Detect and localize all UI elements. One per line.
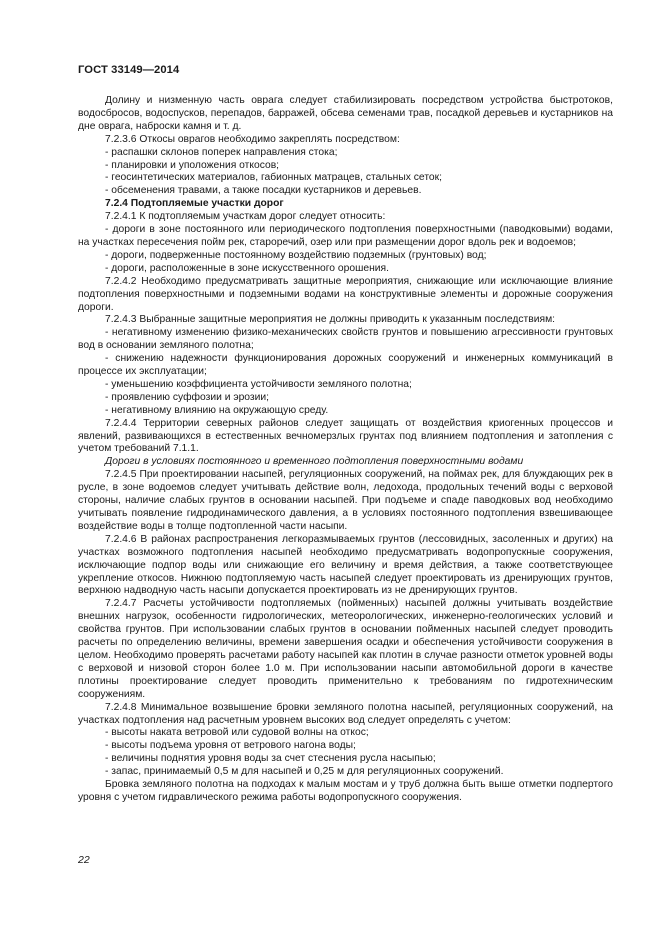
paragraph: 7.2.4.2 Необходимо предусматривать защитные мероприятия, снижающие или исключающие влияние подтопления поверхностными и подземными водами на конструктивные элементы и дорожные сооружения дороги.: [78, 275, 613, 313]
paragraph: - негативному влиянию на окружающую среду.: [105, 404, 329, 416]
paragraph: - высоты наката ветровой или судовой волны на откос;: [105, 727, 369, 739]
paragraph: 7.2.4.6 В районах распространения легкоразмываемых грунтов (лессовидных, засоленных и других) на участках возможного подтопления насыпей необходимо предусматривать водопропускные сооружения, исключающие подпор воды или снижающие его величину и время действия, а также соответствующее укрепление откосов. Нижнюю подтопляемую часть насыпей следует проектировать из дренирующих грунтов, верхнюю надводную часть насыпи допускается проектировать из не дренирующих грунтов.: [78, 533, 613, 597]
page-number: 22: [78, 854, 90, 866]
paragraph: - снижению надежности функционирования дорожных сооружений и инженерных коммуникаций в процессе их эксплуатации;: [78, 353, 613, 378]
paragraph: Бровка земляного полотна на подходах к малым мостам и у труб должна быть выше отметки подпертого уровня с учетом гидравлического режима работы водопропускного сооружения.: [78, 779, 613, 803]
paragraph: 7.2.4.3 Выбранные защитные мероприятия не должны приводить к указанным последствиям:: [105, 314, 556, 326]
paragraph: - запас, принимаемый 0,5 м для насыпей и 0,25 м для регуляционных сооружений.: [105, 766, 504, 778]
paragraph: 7.2.4.1 К подтопляемым участкам дорог следует относить:: [105, 211, 386, 223]
paragraph: 7.2.4.5 При проектировании насыпей, регуляционных сооружений, на поймах рек, для блуждающих рек в русле, в зоне водоемов следует учитывать действие волн, ледохода, продольных течений воды с верховой стороны, наличие слабых грунтов в основании насыпей. При подъеме и спаде паводковых вод необходимо учитывать появление гидродинамического давления, а в условиях постоянного подтопления взвешивающее воздействие воды в толще подтопленной части насыпи.: [78, 469, 613, 532]
paragraph: - негативному изменению физико-механических свойств грунтов и повышению агрессивности грунтовых вод в основании земляного полотна;: [78, 327, 613, 352]
paragraph: - распашки склонов поперек направления стока;: [105, 146, 338, 158]
paragraph: 7.2.3.6 Откосы оврагов необходимо закреплять посредством:: [105, 133, 400, 145]
paragraph: - высоты подъема уровня от ветрового нагона воды;: [105, 740, 356, 752]
document-header: ГОСТ 33149—2014: [78, 64, 180, 76]
paragraph: - геосинтетических материалов, габионных матрацев, стальных сеток;: [105, 172, 443, 184]
paragraph: - проявлению суффозии и эрозии;: [105, 391, 269, 403]
paragraph: - обсеменения травами, а также посадки кустарников и деревьев.: [105, 185, 422, 197]
paragraph: 7.2.4 Подтопляемые участки дорог: [105, 198, 284, 210]
paragraph: - дороги в зоне постоянного или периодического подтопления поверхностными (паводковыми) водами, на участках пересечения пойм рек, староречий, озер или при размещении дорог вдоль рек и водоемов;: [78, 224, 613, 248]
paragraph: 7.2.4.8 Минимальное возвышение бровки земляного полотна насыпей, регуляционных сооружений, на участках подтопления над расчетным уровнем высоких вод следует определять с учетом:: [78, 701, 613, 726]
paragraph: - планировки и уположения откосов;: [105, 159, 280, 171]
paragraph: 7.2.4.4 Территории северных районов следует защищать от воздействия криогенных процессов и явлений, развивающихся в естественных вечномерзлых грунтах под влиянием подтопления и затопления с учетом требований 7.1.1.: [78, 417, 613, 455]
paragraph: - дороги, подверженные постоянному воздействию подземных (грунтовых) вод;: [105, 249, 487, 261]
paragraph: - уменьшению коэффициента устойчивости земляного полотна;: [105, 378, 412, 390]
paragraph: Дороги в условиях постоянного и временного подтопления поверхностными водами: [105, 456, 524, 468]
document-body: [78, 95, 613, 805]
paragraph: - дороги, расположенные в зоне искусственного орошения.: [105, 262, 389, 274]
paragraph: - величины поднятия уровня воды за счет стеснения русла насыпью;: [105, 753, 436, 765]
paragraph: 7.2.4.7 Расчеты устойчивости подтопляемых (пойменных) насыпей должны учитывать воздействие внешних нагрузок, особенности гидрологических, метеорологических, инженерно-геологических условий и свойства грунтов. При использовании слабых грунтов в основании пойменных насыпей следует проводить расчеты по определению величины, времени завершения осадки и обеспечения устойчивости сооружения в целом. Необходимо проверять расчетами работу насыпей как плотин в случае разности отметок уровней воды с верховой и низовой сторон более 1.0 м. При использовании насыпи автомобильной дороги в качестве плотины проектирование следует проводить применительно к требованиям по гидротехническим сооружениям.: [78, 598, 613, 700]
paragraph: Долину и низменную часть оврага следует стабилизировать посредством устройства быстротоков, водосбросов, водоспусков, перепадов, барражей, обсева семенами трав, посадкой деревьев и кустарников на дне оврага, наброски камня и т. д.: [78, 95, 613, 132]
